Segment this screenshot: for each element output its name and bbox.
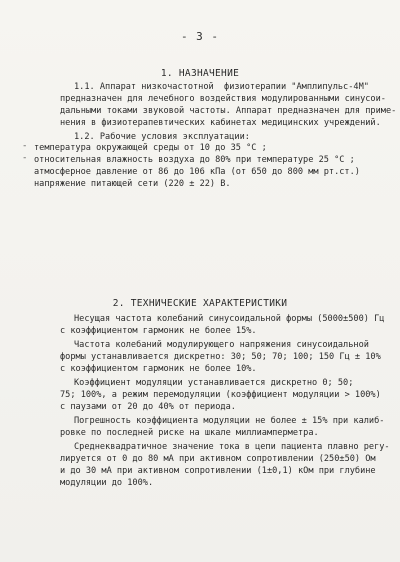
list-item: напряжение питающей сети (220 ± 22) В. — [34, 179, 231, 189]
paragraph-line: Несущая частота колебаний синусоидальной формы (5000±500) Гц — [74, 314, 385, 324]
list-dash-mark: - — [22, 141, 28, 151]
paragraph-line: 75; 100%, а режим перемодуляции (коэффициент модуляции > 100%) — [60, 390, 381, 400]
paragraph-line: Коэффициент модуляции устанавливается дискретно 0; 50; — [74, 378, 354, 388]
paragraph-line: модуляции до 100%. — [60, 478, 154, 488]
paragraph-line: дальными токами звуковой частоты. Аппарат предназначен для приме- — [60, 106, 397, 116]
paragraph-line: и до 30 мА при активном сопротивлении (1±0,1) кОм при глубине — [60, 466, 376, 476]
paragraph-line: ровке по последней риске на шкале миллиамперметра. — [60, 428, 319, 438]
paragraph-line: Погрешность коэффициента модуляции не более ± 15% при калиб- — [74, 416, 385, 426]
section-heading-purpose: 1. НАЗНАЧЕНИЕ — [160, 68, 240, 79]
paragraph-line: 1.2. Рабочие условия эксплуатации: — [74, 132, 250, 142]
paragraph-line: с коэффициентом гармоник не более 10%. — [60, 364, 257, 374]
paragraph-line: лируется от 0 до 80 мА при активном сопротивлении (250±50) Ом — [60, 454, 376, 464]
paragraph-line: нения в физиотерапевтических кабинетах медицинских учреждений. — [60, 118, 381, 128]
list-dash-mark: - — [22, 153, 28, 163]
paragraph-line: предназначен для лечебного воздействия модулированными синусои- — [60, 94, 386, 104]
paragraph-line: Среднеквадратичное значение тока в цепи пациента плавно регу- — [74, 442, 390, 452]
paragraph-line: Частота колебаний модулирующего напряжения синусоидальной — [74, 340, 369, 350]
paragraph-line: с паузами от 20 до 40% от периода. — [60, 402, 236, 412]
paragraph-line: формы устанавливается дискретно: 30; 50; 70; 100; 150 Гц ± 10% — [60, 352, 381, 362]
section-heading-specs: 2. ТЕХНИЧЕСКИЕ ХАРАКТЕРИСТИКИ — [112, 298, 288, 309]
paragraph-line: 1.1. Аппарат низкочастотной физиотерапии "Амплипульс-4М" — [74, 82, 369, 92]
page-number: - 3 - — [180, 30, 220, 43]
list-item: атмосферное давление от 86 до 106 кПа (от 650 до 800 мм рт.ст.) — [34, 167, 360, 177]
list-item: относительная влажность воздуха до 80% при температуре 25 °С ; — [34, 155, 355, 165]
paragraph-line: с коэффициентом гармоник не более 15%. — [60, 326, 257, 336]
list-item: температура окружающей среды от 10 до 35 °С ; — [34, 143, 267, 153]
